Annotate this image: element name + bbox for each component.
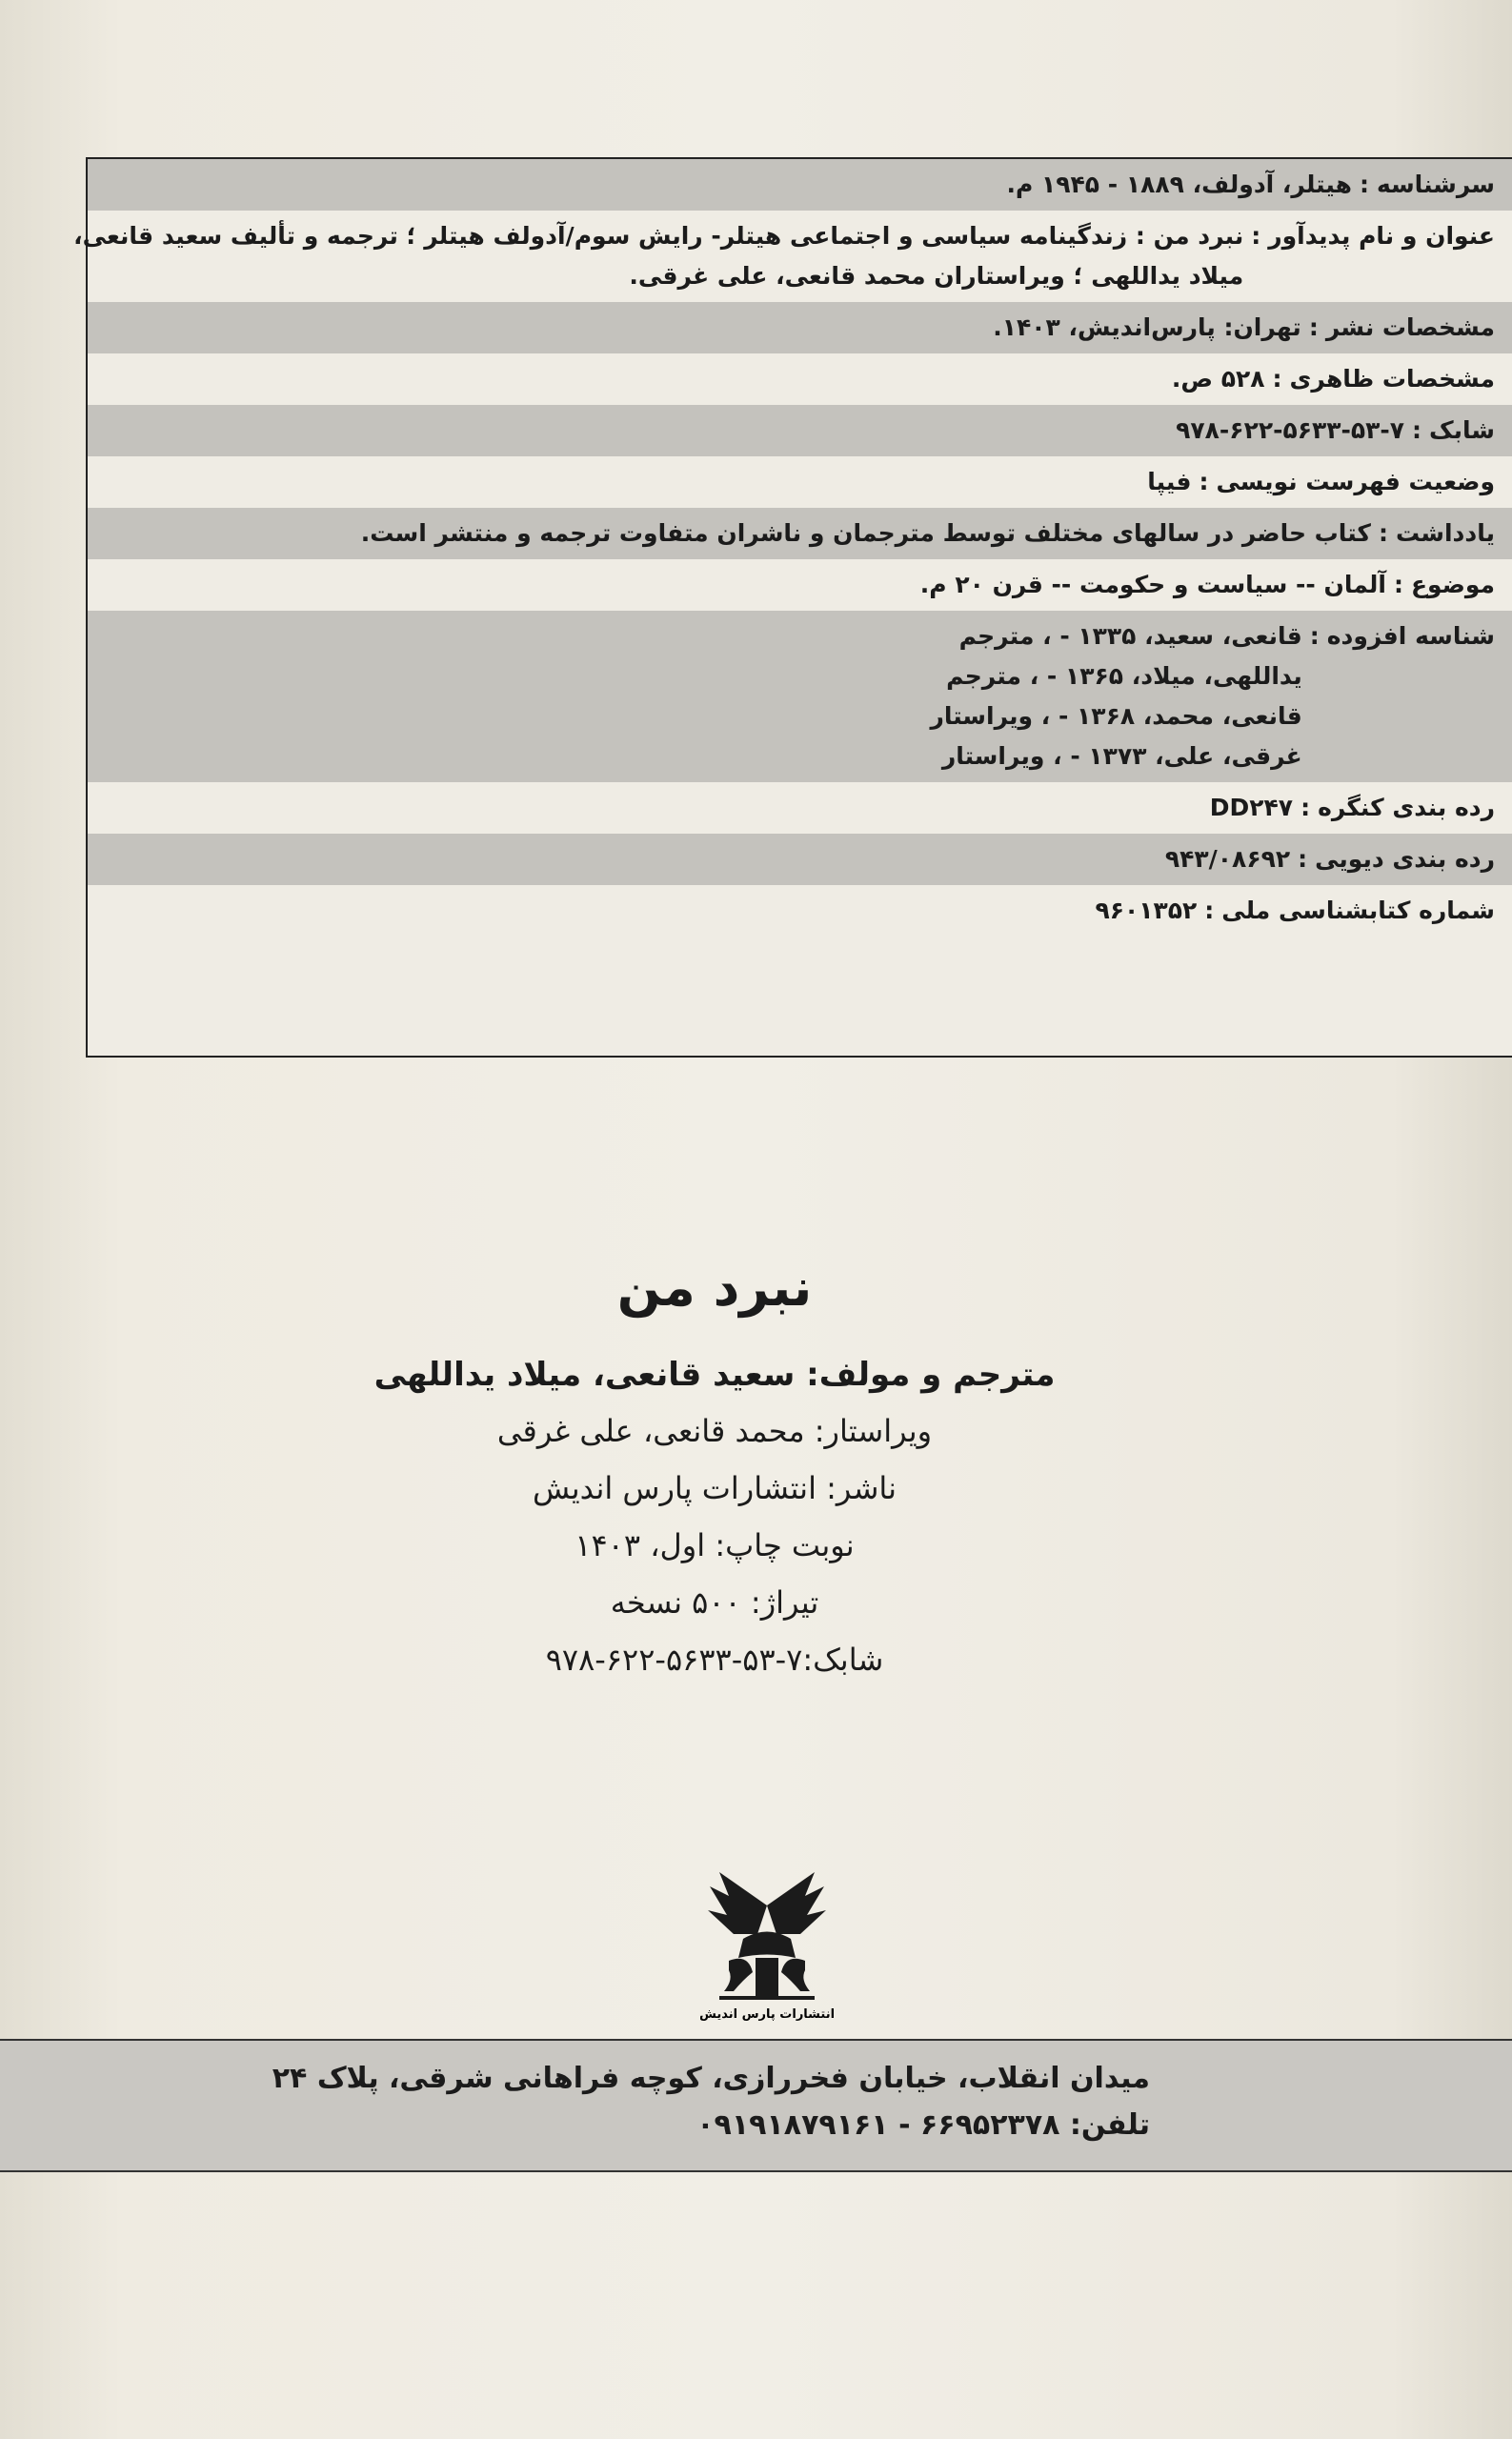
catalog-separator: : [1204, 897, 1215, 924]
catalog-separator: : [1412, 416, 1422, 444]
catalog-row [88, 159, 1512, 211]
catalog-separator: : [1308, 313, 1319, 341]
catalog-row [88, 508, 1512, 559]
catalog-value-line: ۹۷۸-۶۲۲-۵۶۳۳-۵۳-۷ [1176, 416, 1405, 444]
catalog-value [116, 462, 1191, 502]
catalog-value [116, 308, 1301, 348]
catalog-label: مشخصات ظاهری [1289, 365, 1495, 393]
winged-lion-logo-icon [700, 1867, 834, 2029]
catalog-separator: : [1359, 171, 1369, 198]
editors-line: ویراستار: محمد قانعی، علی غرقی [496, 1413, 933, 1449]
catalog-separator: : [1378, 519, 1388, 547]
catalog-row [88, 611, 1512, 782]
title-block [286, 1258, 1143, 1699]
catalog-row [88, 559, 1512, 611]
catalog-row [88, 302, 1512, 353]
catalog-label: شابک [1429, 416, 1495, 444]
catalog-separator: : [1199, 468, 1209, 495]
edition-line: نوبت چاپ: اول، ۱۴۰۳ [575, 1527, 855, 1563]
catalog-value-line: هیتلر، آدولف، ۱۸۸۹ - ۱۹۴۵ م. [1006, 171, 1352, 198]
catalog-row [88, 405, 1512, 456]
catalog-value-line: آلمان -- سیاست و حکومت -- قرن ۲۰ م. [919, 571, 1386, 598]
address-bar [0, 2039, 1512, 2172]
catalog-row [88, 885, 1512, 937]
catalog-value-line: کتاب حاضر در سالهای مختلف توسط مترجمان و ناشران متفاوت ترجمه و منتشر است. [360, 519, 1371, 547]
catalog-separator: : [1251, 222, 1261, 250]
catalog-value-line: نبرد من : زندگینامه سیاسی و اجتماعی هیتلر- رایش سوم/آدولف هیتلر ؛ ترجمه و تألیف سعید قانعی، [73, 222, 1244, 250]
catalog-value-line: غرقی، علی، ۱۳۷۳ - ، ویراستار [941, 742, 1302, 770]
catalog-separator: : [1309, 622, 1320, 650]
catalog-value [116, 165, 1352, 205]
catalog-value-line: قانعی، محمد، ۱۳۶۸ - ، ویراستار [930, 702, 1302, 730]
phone-line: تلفن: ۶۶۹۵۲۳۷۸ - ۰۹۱۹۱۸۷۹۱۶۱ [696, 2108, 1150, 2142]
catalog-separator: : [1298, 845, 1308, 873]
catalog-separator: : [1393, 571, 1403, 598]
catalog-label: سرشناسه [1376, 171, 1495, 198]
catalog-value-line: تهران: پارس‌اندیش، ۱۴۰۳. [993, 313, 1301, 341]
address-line: میدان انقلاب، خیابان فخررازی، کوچه فراهانی شرقی، پلاک ۲۴ [272, 2062, 1150, 2095]
catalog-label: رده بندی کنگره [1318, 794, 1495, 821]
catalog-separator: : [1300, 794, 1311, 821]
catalog-separator: : [1272, 365, 1282, 393]
catalog-label: شماره کتابشناسی ملی [1221, 897, 1495, 924]
catalog-label: رده بندی دیویی [1315, 845, 1495, 873]
catalog-value-line: یداللهی، میلاد، ۱۳۶۵ - ، مترجم [946, 662, 1302, 690]
catalog-value [116, 514, 1371, 554]
isbn-line: شابک:۷-۵۳-۵۶۳۳-۶۲۲-۹۷۸ [545, 1642, 884, 1678]
catalog-value [116, 411, 1404, 451]
catalog-label: شناسه افزوده [1326, 622, 1495, 650]
catalog-row [88, 834, 1512, 885]
catalog-value [116, 359, 1264, 399]
catalog-label: یادداشت [1395, 519, 1495, 547]
publisher-line: ناشر: انتشارات پارس اندیش [532, 1470, 897, 1506]
catalog-value-line: ۹۶۰۱۳۵۲ [1095, 897, 1198, 924]
authors-line: مترجم و مولف: سعید قانعی، میلاد یداللهی [373, 1356, 1056, 1394]
catalog-value-line: ۵۲۸ ص. [1171, 365, 1265, 393]
logo-text: انتشارات پارس اندیش [700, 2007, 834, 2022]
catalog-label: عنوان و نام پدیدآور [1268, 222, 1495, 250]
catalog-value [116, 839, 1290, 879]
catalog-value-line: ۹۴۳/۰۸۶۹۲ [1164, 845, 1291, 873]
catalog-label: مشخصات نشر [1325, 313, 1495, 341]
catalog-value [116, 788, 1293, 828]
publisher-logo [700, 1867, 834, 2029]
catalog-row [88, 782, 1512, 834]
catalog-value-line: DD۲۴۷ [1209, 794, 1294, 821]
catalog-row [88, 353, 1512, 405]
catalog-row [88, 456, 1512, 508]
catalog-value [116, 616, 1302, 776]
print-run-line: تیراژ: ۵۰۰ نسخه [610, 1584, 819, 1621]
book-title: نبرد من [616, 1258, 813, 1318]
catalog-label: موضوع [1410, 571, 1495, 598]
catalog-value [116, 565, 1386, 605]
catalog-value-line: میلاد یداللهی ؛ ویراستاران محمد قانعی، علی غرقی. [629, 262, 1244, 290]
catalog-value-line: قانعی، سعید، ۱۳۳۵ - ، مترجم [958, 622, 1302, 650]
catalog-value [73, 216, 1243, 296]
catalog-label: وضعیت فهرست نویسی [1216, 468, 1495, 495]
catalog-value-line: فیپا [1147, 468, 1192, 495]
catalog-table [73, 157, 1512, 1058]
catalog-value [116, 891, 1197, 931]
catalog-row [73, 211, 1512, 302]
